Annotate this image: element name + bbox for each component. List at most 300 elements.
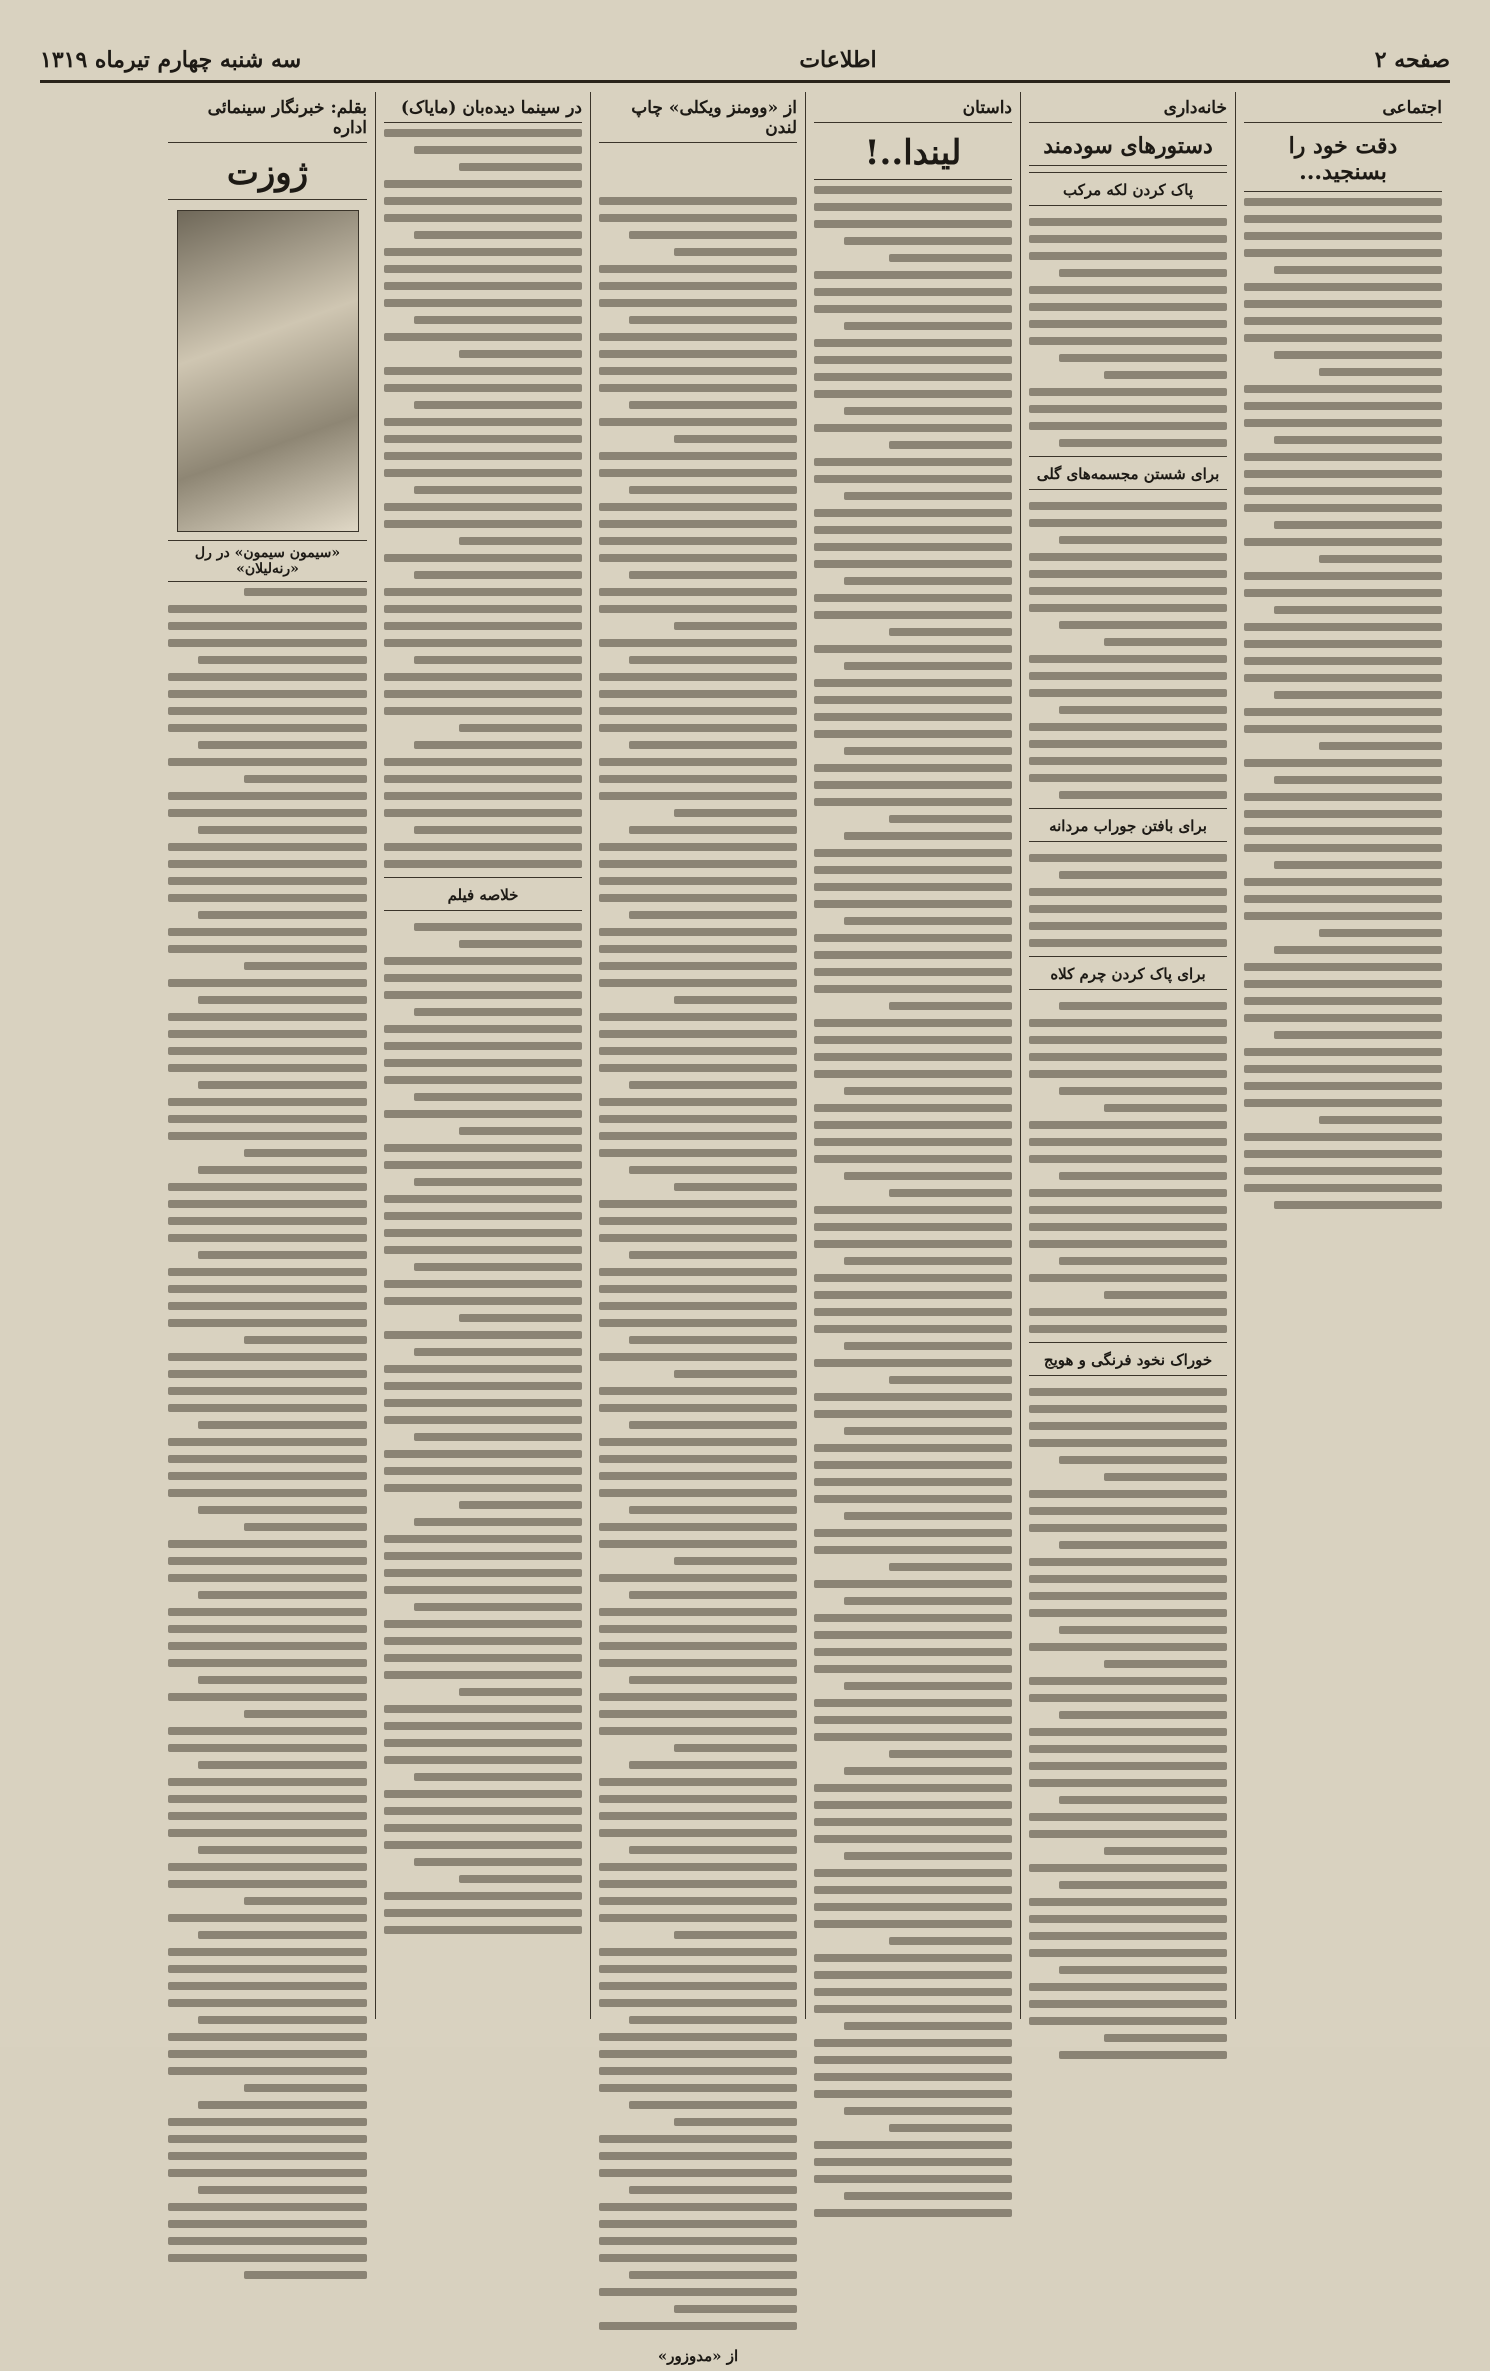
text-line — [384, 1484, 582, 1492]
text-line — [384, 1229, 582, 1237]
text-line — [459, 163, 582, 171]
text-line — [1244, 1150, 1442, 1158]
text-line — [1244, 793, 1442, 801]
text-line — [814, 1291, 1012, 1299]
text-line — [384, 554, 582, 562]
column-story-a — [805, 92, 1020, 2019]
text-line — [814, 798, 1012, 806]
text-line — [384, 1280, 582, 1288]
text-line — [1029, 1070, 1227, 1078]
text-line — [814, 1070, 1012, 1078]
text-line — [1244, 453, 1442, 461]
story-byline: از «مدوزور» — [657, 2347, 739, 2365]
text-line — [168, 1744, 367, 1752]
text-line — [414, 923, 582, 931]
text-line — [384, 1756, 582, 1764]
text-line — [1029, 604, 1227, 612]
text-line — [1029, 1745, 1227, 1753]
text-line — [1244, 640, 1442, 648]
text-line — [1319, 555, 1442, 563]
text-line — [1244, 1082, 1442, 1090]
text-line — [599, 588, 797, 596]
text-line — [629, 1591, 797, 1599]
text-line — [1029, 723, 1227, 731]
text-line — [1244, 623, 1442, 631]
text-line — [599, 792, 797, 800]
text-line — [674, 1744, 797, 1752]
text-line — [599, 775, 797, 783]
text-line — [459, 1314, 582, 1322]
text-line — [1244, 572, 1442, 580]
text-line — [384, 588, 582, 596]
text-line — [1029, 252, 1227, 260]
text-line — [814, 1648, 1012, 1656]
text-line — [1244, 232, 1442, 240]
text-line — [1059, 1796, 1227, 1804]
text-line — [599, 1489, 797, 1497]
cinema-body-c — [168, 582, 367, 2279]
text-line — [168, 1268, 367, 1276]
text-line — [168, 894, 367, 902]
text-line — [168, 2203, 367, 2211]
text-line — [168, 945, 367, 953]
household-headline: دستورهای سودمند — [1029, 123, 1227, 166]
text-line — [1059, 871, 1227, 879]
text-line — [889, 815, 1012, 823]
text-line — [168, 1302, 367, 1310]
text-line — [198, 996, 367, 1004]
text-line — [814, 1155, 1012, 1163]
text-line — [599, 724, 797, 732]
text-line — [814, 1359, 1012, 1367]
text-line — [168, 1183, 367, 1191]
text-line — [599, 1897, 797, 1905]
text-line — [1104, 638, 1227, 646]
text-line — [168, 1608, 367, 1616]
text-line — [168, 639, 367, 647]
text-line — [198, 656, 367, 664]
text-line — [168, 622, 367, 630]
text-line — [629, 2016, 797, 2024]
text-line — [414, 146, 582, 154]
text-line — [1059, 269, 1227, 277]
text-line — [1029, 519, 1227, 527]
text-line — [599, 928, 797, 936]
text-line — [1244, 1048, 1442, 1056]
text-line — [814, 356, 1012, 364]
text-line — [168, 1948, 367, 1956]
text-line — [1244, 385, 1442, 393]
text-line — [244, 775, 367, 783]
text-line — [168, 758, 367, 766]
text-line — [599, 1778, 797, 1786]
text-line — [599, 1948, 797, 1956]
text-line — [168, 1115, 367, 1123]
text-line — [1244, 1167, 1442, 1175]
text-line — [1244, 283, 1442, 291]
text-line — [168, 1778, 367, 1786]
text-line — [384, 333, 582, 341]
household-body-2 — [1029, 496, 1227, 799]
text-line — [1244, 317, 1442, 325]
text-line — [599, 333, 797, 341]
text-line — [629, 1336, 797, 1344]
text-line — [599, 1812, 797, 1820]
text-line — [414, 1263, 582, 1271]
text-line — [814, 764, 1012, 772]
text-line — [674, 435, 797, 443]
text-line — [599, 1574, 797, 1582]
text-line — [814, 1580, 1012, 1588]
text-line — [1244, 674, 1442, 682]
text-line — [814, 543, 1012, 551]
newspaper-title: اطلاعات — [799, 47, 877, 73]
text-line — [1244, 708, 1442, 716]
text-line — [244, 1336, 367, 1344]
text-line — [1059, 2051, 1227, 2059]
text-line — [384, 1722, 582, 1730]
text-line — [1029, 1036, 1227, 1044]
text-line — [889, 1002, 1012, 1010]
text-line — [599, 197, 797, 205]
text-line — [1029, 1138, 1227, 1146]
text-line — [1029, 1694, 1227, 1702]
text-line — [198, 1846, 367, 1854]
text-line — [599, 1795, 797, 1803]
text-line — [168, 2118, 367, 2126]
text-line — [599, 843, 797, 851]
text-line — [1244, 725, 1442, 733]
text-line — [599, 367, 797, 375]
text-line — [599, 1353, 797, 1361]
text-line — [198, 1251, 367, 1259]
text-line — [244, 2084, 367, 2092]
text-line — [889, 1937, 1012, 1945]
text-line — [814, 288, 1012, 296]
text-line — [629, 1846, 797, 1854]
text-line — [814, 1631, 1012, 1639]
text-line — [844, 1087, 1012, 1095]
text-line — [1029, 1155, 1227, 1163]
text-line — [844, 1257, 1012, 1265]
text-line — [459, 1501, 582, 1509]
text-line — [1029, 1728, 1227, 1736]
text-line — [1244, 895, 1442, 903]
text-line — [384, 1892, 582, 1900]
text-line — [814, 1325, 1012, 1333]
text-line — [844, 917, 1012, 925]
text-line — [599, 962, 797, 970]
text-line — [599, 2067, 797, 2075]
text-line — [168, 792, 367, 800]
text-line — [384, 860, 582, 868]
text-line — [414, 826, 582, 834]
text-line — [168, 1574, 367, 1582]
cinema-headline: ژوزت — [168, 143, 367, 200]
text-line — [599, 1132, 797, 1140]
text-line — [168, 1353, 367, 1361]
text-line — [168, 2152, 367, 2160]
text-line — [814, 1036, 1012, 1044]
text-line — [384, 1331, 582, 1339]
text-line — [198, 1081, 367, 1089]
text-line — [198, 1591, 367, 1599]
text-line — [889, 2124, 1012, 2132]
text-line — [168, 1880, 367, 1888]
text-line — [198, 911, 367, 919]
text-line — [814, 730, 1012, 738]
text-line — [599, 350, 797, 358]
text-line — [599, 469, 797, 477]
column-cinema-a — [375, 92, 590, 2019]
text-line — [814, 1716, 1012, 1724]
text-line — [844, 1427, 1012, 1435]
text-line — [168, 1999, 367, 2007]
text-line — [599, 1387, 797, 1395]
text-line — [599, 1013, 797, 1021]
text-line — [599, 1149, 797, 1157]
text-line — [168, 1829, 367, 1837]
text-line — [1244, 249, 1442, 257]
text-line — [814, 526, 1012, 534]
text-line — [414, 316, 582, 324]
text-line — [814, 2090, 1012, 2098]
text-line — [1029, 218, 1227, 226]
text-line — [1059, 1711, 1227, 1719]
text-line — [814, 1529, 1012, 1537]
text-line — [599, 1268, 797, 1276]
text-line — [1029, 388, 1227, 396]
text-line — [459, 1875, 582, 1883]
text-line — [384, 248, 582, 256]
text-line — [629, 1081, 797, 1089]
text-line — [1029, 1677, 1227, 1685]
text-line — [384, 469, 582, 477]
text-line — [384, 384, 582, 392]
text-line — [599, 2084, 797, 2092]
text-line — [198, 2016, 367, 2024]
text-line — [599, 1234, 797, 1242]
text-line — [674, 1931, 797, 1939]
text-line — [599, 1115, 797, 1123]
text-line — [459, 350, 582, 358]
text-line — [168, 1472, 367, 1480]
text-line — [814, 475, 1012, 483]
text-line — [814, 1495, 1012, 1503]
text-line — [198, 2186, 367, 2194]
household-subhead-5: خوراک نخود فرنگی و هویج — [1029, 1342, 1227, 1376]
text-line — [1274, 521, 1442, 529]
text-line — [198, 1761, 367, 1769]
text-line — [1029, 1274, 1227, 1282]
text-line — [384, 1705, 582, 1713]
text-line — [814, 1240, 1012, 1248]
text-line — [1029, 905, 1227, 913]
text-line — [384, 1535, 582, 1543]
text-line — [384, 452, 582, 460]
text-line — [599, 1914, 797, 1922]
text-line — [1029, 553, 1227, 561]
text-line — [889, 441, 1012, 449]
text-line — [674, 1183, 797, 1191]
text-line — [599, 707, 797, 715]
text-line — [1244, 878, 1442, 886]
text-line — [599, 894, 797, 902]
text-line — [1244, 334, 1442, 342]
text-line — [384, 1365, 582, 1373]
text-line — [384, 1739, 582, 1747]
text-line — [814, 1053, 1012, 1061]
text-line — [1059, 1257, 1227, 1265]
text-line — [1029, 939, 1227, 947]
text-line — [599, 1200, 797, 1208]
text-line — [384, 1212, 582, 1220]
text-line — [814, 2005, 1012, 2013]
text-line — [1244, 589, 1442, 597]
page-header — [40, 40, 1450, 83]
text-line — [1244, 419, 1442, 427]
text-line — [814, 1835, 1012, 1843]
text-line — [168, 673, 367, 681]
text-line — [1029, 1325, 1227, 1333]
text-line — [384, 1382, 582, 1390]
text-line — [1029, 1507, 1227, 1515]
text-line — [168, 928, 367, 936]
text-line — [844, 1342, 1012, 1350]
text-line — [1274, 776, 1442, 784]
text-line — [1029, 1830, 1227, 1838]
text-line — [168, 1982, 367, 1990]
text-line — [384, 265, 582, 273]
text-line — [1274, 436, 1442, 444]
text-line — [459, 537, 582, 545]
text-line — [599, 979, 797, 987]
text-line — [844, 1172, 1012, 1180]
text-line — [1244, 980, 1442, 988]
text-line — [168, 1540, 367, 1548]
text-line — [168, 1659, 367, 1667]
text-line — [814, 509, 1012, 517]
text-line — [168, 1795, 367, 1803]
text-line — [599, 1863, 797, 1871]
text-line — [414, 1858, 582, 1866]
text-line — [599, 877, 797, 885]
text-line — [1029, 337, 1227, 345]
text-line — [599, 1438, 797, 1446]
text-line — [814, 2039, 1012, 2047]
text-line — [168, 1404, 367, 1412]
text-line — [1059, 1881, 1227, 1889]
text-line — [1029, 672, 1227, 680]
story-kicker: داستان — [814, 92, 1012, 123]
text-line — [629, 911, 797, 919]
text-line — [844, 2192, 1012, 2200]
text-line — [384, 520, 582, 528]
text-line — [814, 220, 1012, 228]
text-line — [459, 1688, 582, 1696]
text-line — [414, 1008, 582, 1016]
text-line — [384, 991, 582, 999]
text-line — [1029, 1762, 1227, 1770]
text-line — [599, 1217, 797, 1225]
text-line — [814, 696, 1012, 704]
text-line — [168, 809, 367, 817]
text-line — [1244, 402, 1442, 410]
text-line — [814, 373, 1012, 381]
text-line — [198, 2101, 367, 2109]
text-line — [814, 2056, 1012, 2064]
text-line — [1274, 691, 1442, 699]
story-body-a — [814, 180, 1012, 2217]
text-line — [1244, 827, 1442, 835]
text-line — [384, 843, 582, 851]
text-line — [1029, 1240, 1227, 1248]
text-line — [1244, 912, 1442, 920]
text-line — [629, 2186, 797, 2194]
text-line — [198, 1931, 367, 1939]
text-line — [414, 656, 582, 664]
text-line — [599, 2220, 797, 2228]
text-line — [844, 2107, 1012, 2115]
text-line — [629, 571, 797, 579]
text-line — [599, 2322, 797, 2330]
text-line — [1244, 759, 1442, 767]
text-line — [629, 2271, 797, 2279]
text-line — [1029, 1898, 1227, 1906]
text-line — [384, 809, 582, 817]
text-line — [414, 486, 582, 494]
text-line — [1029, 689, 1227, 697]
text-line — [599, 452, 797, 460]
text-line — [1029, 1308, 1227, 1316]
text-line — [1029, 286, 1227, 294]
text-line — [629, 316, 797, 324]
text-line — [459, 1127, 582, 1135]
text-line — [599, 265, 797, 273]
text-line — [414, 1603, 582, 1611]
text-line — [1029, 1405, 1227, 1413]
text-line — [1029, 1019, 1227, 1027]
text-line — [599, 690, 797, 698]
text-line — [1029, 740, 1227, 748]
household-subhead-2: برای شستن مجسمه‌های گلی — [1029, 456, 1227, 490]
text-line — [168, 1914, 367, 1922]
text-line — [244, 1149, 367, 1157]
text-line — [814, 1886, 1012, 1894]
text-line — [889, 1189, 1012, 1197]
text-line — [168, 1370, 367, 1378]
text-line — [1029, 1422, 1227, 1430]
text-line — [599, 537, 797, 545]
columns — [40, 92, 1450, 2365]
text-line — [414, 401, 582, 409]
text-line — [244, 1710, 367, 1718]
text-line — [1274, 266, 1442, 274]
text-line — [599, 1098, 797, 1106]
text-line — [1029, 1915, 1227, 1923]
text-line — [844, 747, 1012, 755]
text-line — [599, 2237, 797, 2245]
text-line — [844, 237, 1012, 245]
text-line — [414, 1093, 582, 1101]
text-line — [599, 214, 797, 222]
text-line — [384, 957, 582, 965]
text-line — [384, 1450, 582, 1458]
column-household — [1020, 92, 1235, 2019]
text-line — [384, 1042, 582, 1050]
text-line — [1274, 1201, 1442, 1209]
text-line — [384, 1161, 582, 1169]
